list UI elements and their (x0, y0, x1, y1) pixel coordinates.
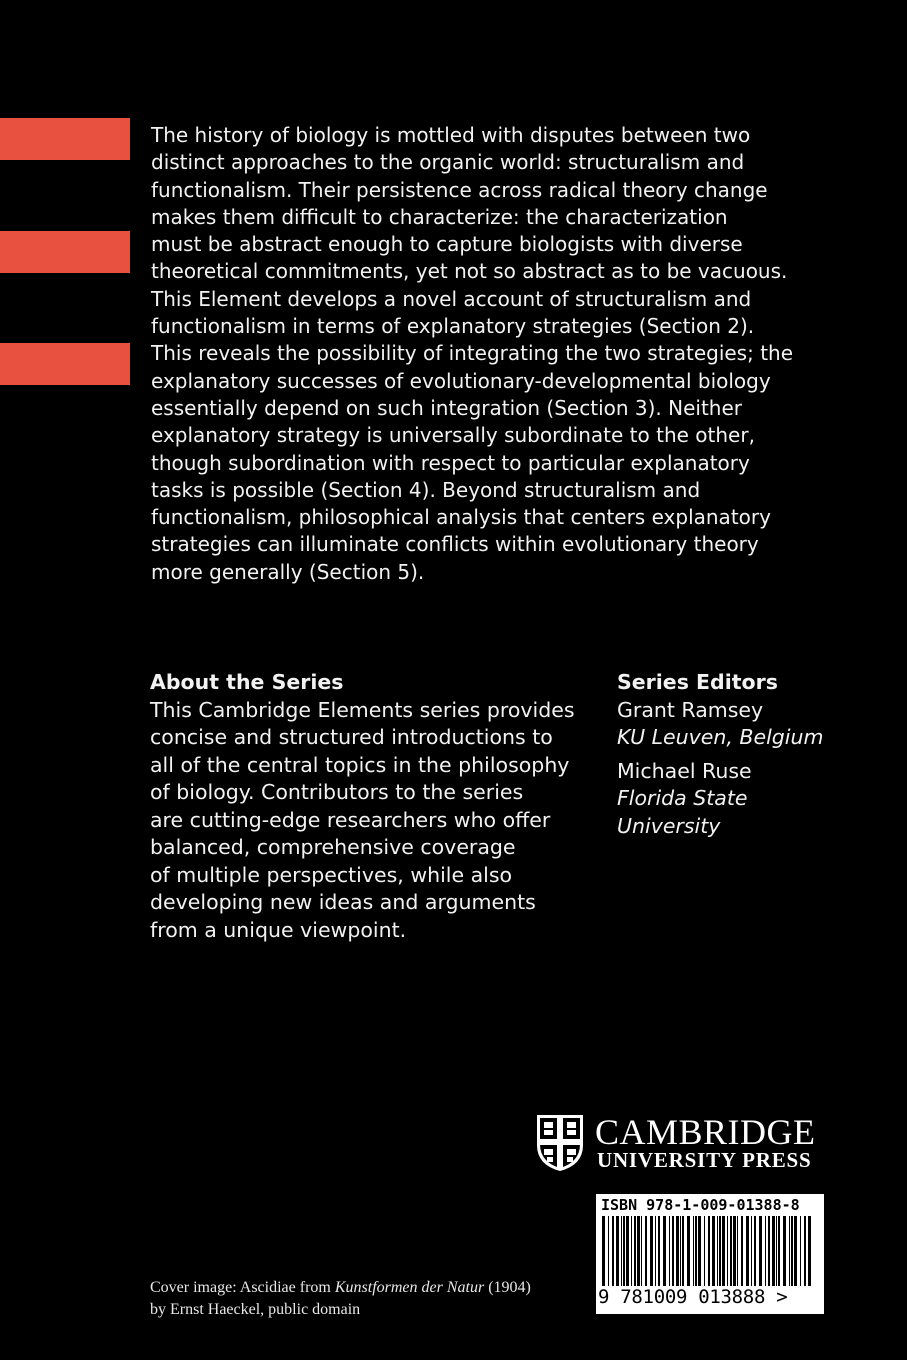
description-line: This reveals the possibility of integrating the two strategies; the (151, 341, 794, 366)
description-line: more generally (Section 5). (151, 559, 425, 584)
description-line: essentially depend on such integration (Section 3). Neither (151, 395, 743, 420)
accent-bar-top (0, 118, 130, 160)
description-line: tasks is possible (Section 4). Beyond structuralism and (151, 477, 701, 502)
description-line: distinct approaches to the organic world: structuralism and (151, 150, 745, 175)
description-line: This Element develops a novel account of structuralism and (151, 286, 752, 311)
cambridge-shield-icon (535, 1113, 585, 1173)
publisher-subtitle: UNIVERSITY PRESS (597, 1148, 812, 1172)
description-line: functionalism. Their persistence across radical theory change (151, 177, 768, 202)
accent-bar-bottom (0, 343, 130, 385)
description-line: must be abstract enough to capture biologists with diverse (151, 232, 743, 257)
publisher-name: CAMBRIDGE (595, 1112, 816, 1152)
barcode-icon (602, 1216, 812, 1286)
book-description (151, 122, 831, 586)
isbn-barcode-panel (596, 1194, 824, 1314)
about-series-line: of biology. Contributors to the series (150, 780, 524, 804)
accent-bar-middle (0, 231, 130, 273)
credit-work-title: Kunstformen der Natur (334, 1279, 485, 1296)
about-series-line: This Cambridge Elements series provides (150, 697, 575, 722)
isbn-digits: 9 781009 013888 > (598, 1286, 788, 1308)
series-editors (617, 669, 877, 840)
description-line: The history of biology is mottled with disputes between two (151, 123, 751, 147)
credit-year: (1904) (484, 1279, 531, 1296)
about-series-line: developing new ideas and arguments (150, 890, 536, 914)
credit-line-2: by Ernst Haeckel, public domain (150, 1301, 361, 1318)
about-series-line: of multiple perspectives, while also (150, 862, 513, 887)
about-series-line: from a unique viewpoint. (150, 917, 407, 942)
series-editors-heading: Series Editors (617, 670, 778, 694)
credit-line-1 (150, 1277, 570, 1299)
editor-name: Michael Ruse (617, 758, 752, 783)
cambridge-logo (535, 1113, 835, 1175)
about-series-line: concise and structured introductions to (150, 725, 553, 749)
about-series-line: all of the central topics in the philosophy (150, 752, 570, 777)
credit-prefix: Cover image: Ascidiae from (150, 1279, 335, 1296)
description-line: functionalism, philosophical analysis that centers explanatory (151, 505, 771, 530)
about-series-text (150, 697, 590, 945)
about-series-line: are cutting-edge researchers who offer (150, 807, 551, 832)
description-line: makes them difficult to characterize: the characterization (151, 204, 728, 229)
description-line: explanatory strategy is universally subordinate to the other, (151, 423, 755, 448)
isbn-label: ISBN 978-1-009-01388-8 (601, 1196, 800, 1214)
description-line: explanatory successes of evolutionary-developmental biology (151, 368, 771, 393)
cover-image-credit (150, 1277, 570, 1321)
editor-affiliation: KU Leuven, Belgium (617, 725, 824, 749)
description-line: functionalism in terms of explanatory strategies (Section 2). (151, 314, 755, 339)
about-series-line: balanced, comprehensive coverage (150, 835, 516, 859)
description-line: theoretical commitments, yet not so abstract as to be vacuous. (151, 259, 788, 284)
editor-affiliation: Florida State (617, 786, 748, 810)
description-line: strategies can illuminate conflicts within evolutionary theory (151, 532, 759, 557)
about-series-heading: About the Series (150, 670, 344, 694)
editor-affiliation: University (617, 813, 721, 838)
editor-name: Grant Ramsey (617, 697, 764, 722)
about-series (150, 669, 590, 944)
description-line: though subordination with respect to particular explanatory (151, 450, 750, 475)
